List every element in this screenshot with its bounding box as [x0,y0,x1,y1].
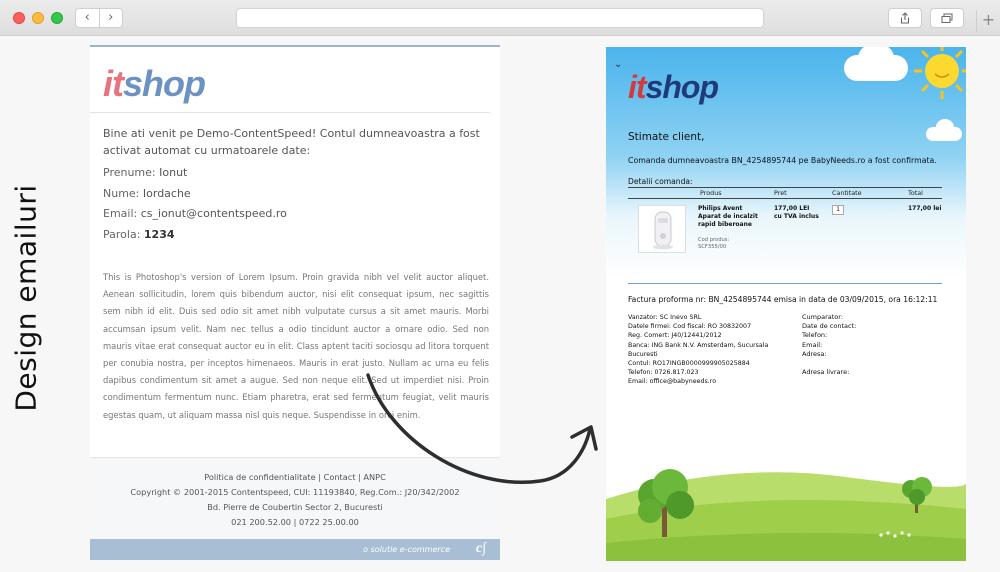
order-table [628,187,942,259]
page-content [0,36,1000,572]
greeting: Stimate client, [628,131,705,143]
table-row [628,199,942,259]
seller-line: Email: office@babyneeds.ro [628,378,717,386]
page-title: Design emailuri [9,184,43,412]
seller-line: Vanzator: SC Inevo SRL [628,314,702,321]
seller-line: Contul: RO17INGB0000999905025884 [628,360,750,368]
field-prenume: Prenume: Ionut [103,166,188,179]
col-produs: Produs [700,189,722,197]
buyer-line: Email: [802,340,823,349]
quantity-field[interactable]: 1 [832,205,844,215]
cloud [936,119,954,135]
seller-line: Telefon: 0726.817.023 [628,369,699,377]
close-window-button[interactable] [13,12,25,24]
email-top-border [90,45,500,47]
divider [90,112,490,113]
footer-address: Bd. Pierre de Coubertin Sector 2, Bucuresti [207,502,383,512]
tabs-overview-button[interactable] [930,8,964,28]
seller-line: Banca: ING Bank N.V. Amsterdam, Sucursala Bucuresti [628,341,769,358]
seller-details [628,313,798,387]
field-parola: Parola: 1234 [103,227,175,241]
seller-line: Datele firmei: Cod fiscal: RO 30832007 [628,323,752,331]
bottle-warmer-icon [639,206,687,254]
itshop-logo: itshop [103,63,205,104]
col-pret: Pret [774,189,787,197]
buyer-line: Cumparator: [802,313,844,321]
account-details [103,166,287,248]
nav-buttons [75,8,123,28]
invoice-line: Factura proforma nr: BN_4254895744 emisa in data de 03/09/2015, ora 16:12:11 [628,295,938,304]
buyer-line: Telefon: [802,331,828,340]
product-code: Cod produs: SCF355/00 [698,237,730,250]
footer-copyright: Copyright © 2001-2015 Contentspeed, CUI: 11193840, Reg.Com.: J20/342/2002 [130,487,460,497]
buyer-line: Adresa: [802,349,827,358]
share-button[interactable] [888,8,922,28]
bird-icon: ⌄ [614,59,623,70]
footer-tagline: o solutie e-commerce [363,545,450,554]
seller-line: Reg. Comert: J40/12441/2012 [628,332,722,340]
divider [628,283,942,284]
product-image[interactable] [638,205,686,253]
new-tab-button[interactable]: + [976,10,1000,32]
table-header [628,187,942,199]
lorem-paragraph: This is Photoshop's version of Lorem Ipsum. Proin gravida nibh vel velit auctor aliquet. Aenean sollicitudin, lorem quis bibendum auctor, nisi elit consequat ipsum, nec sagittis sem nibh id elit. Duis sed odio sit amet nibh vulputate cursus a sit amet mauris. Morbi accumsan ipsum velit. Nam nec tellus a odio tincidunt auctor a ornare odio. Sed non mauris vitae erat consequat auctor eu in elit. Class aptent taciti sociosqu ad litora torquent per conubia nostra, per inceptos himenaeos. Mauris in erat justo. Nullam ac urna eu felis dapibus condimentum sit amet a augue. Sed non neque elit. Sed ut imperdiet nisi. Proin condimentum fermentum nunc. Etiam pharetra, erat sed fermentum feugiat, velit mauris egestas quam, ut aliquam massa nisl quis neque. Suspendisse in orci enim. [103,272,489,420]
footer-bar [90,539,500,560]
forward-button[interactable]: › [99,9,123,27]
product-name[interactable]: Philips Avent Aparat de incalzit rapid biberoane [698,205,758,228]
footer-phones: 021 200.52.00 | 0722 25.00.00 [231,517,359,527]
product-price: 177,00 LEI [774,205,810,212]
maximize-window-button[interactable] [51,12,63,24]
product-price-vat: cu TVA inclus [774,213,819,220]
field-email: Email: cs_ionut@contentspeed.ro [103,207,287,220]
footer-links[interactable]: Politica de confidentialitate | Contact | ANPC [204,472,386,482]
sun-icon [912,47,966,101]
browser-toolbar [0,0,1000,36]
col-total: Total [908,189,923,197]
field-nume: Nume: Iordache [103,186,191,200]
order-details-label: Detalii comanda: [628,177,693,186]
confirmation-text: Comanda dumneavoastra BN_4254895744 pe BabyNeeds.ro a fost confirmata. [628,156,937,165]
arrow-icon [360,371,610,501]
contentspeed-logo-icon: c∫ [475,541,486,556]
welcome-text: Bine ati venit pe Demo-ContentSpeed! Contul dumneavoastra a fost activat automat cu urmatoarele date: [103,127,480,157]
tabs-icon [941,13,953,24]
address-bar[interactable] [236,8,764,28]
col-cantitate: Cantitate [832,189,862,197]
delivery-address-label: Adresa livrare: [802,368,850,377]
minimize-window-button[interactable] [32,12,44,24]
buyer-line: Date de contact: [802,322,857,331]
back-button[interactable]: ‹ [84,10,90,25]
itshop-logo: itshop [628,69,718,105]
order-confirmation-email-preview [606,47,966,561]
buyer-details [802,313,856,377]
share-icon [900,12,910,24]
meadow-illustration [606,447,966,561]
product-total: 177,00 lei [908,205,942,212]
